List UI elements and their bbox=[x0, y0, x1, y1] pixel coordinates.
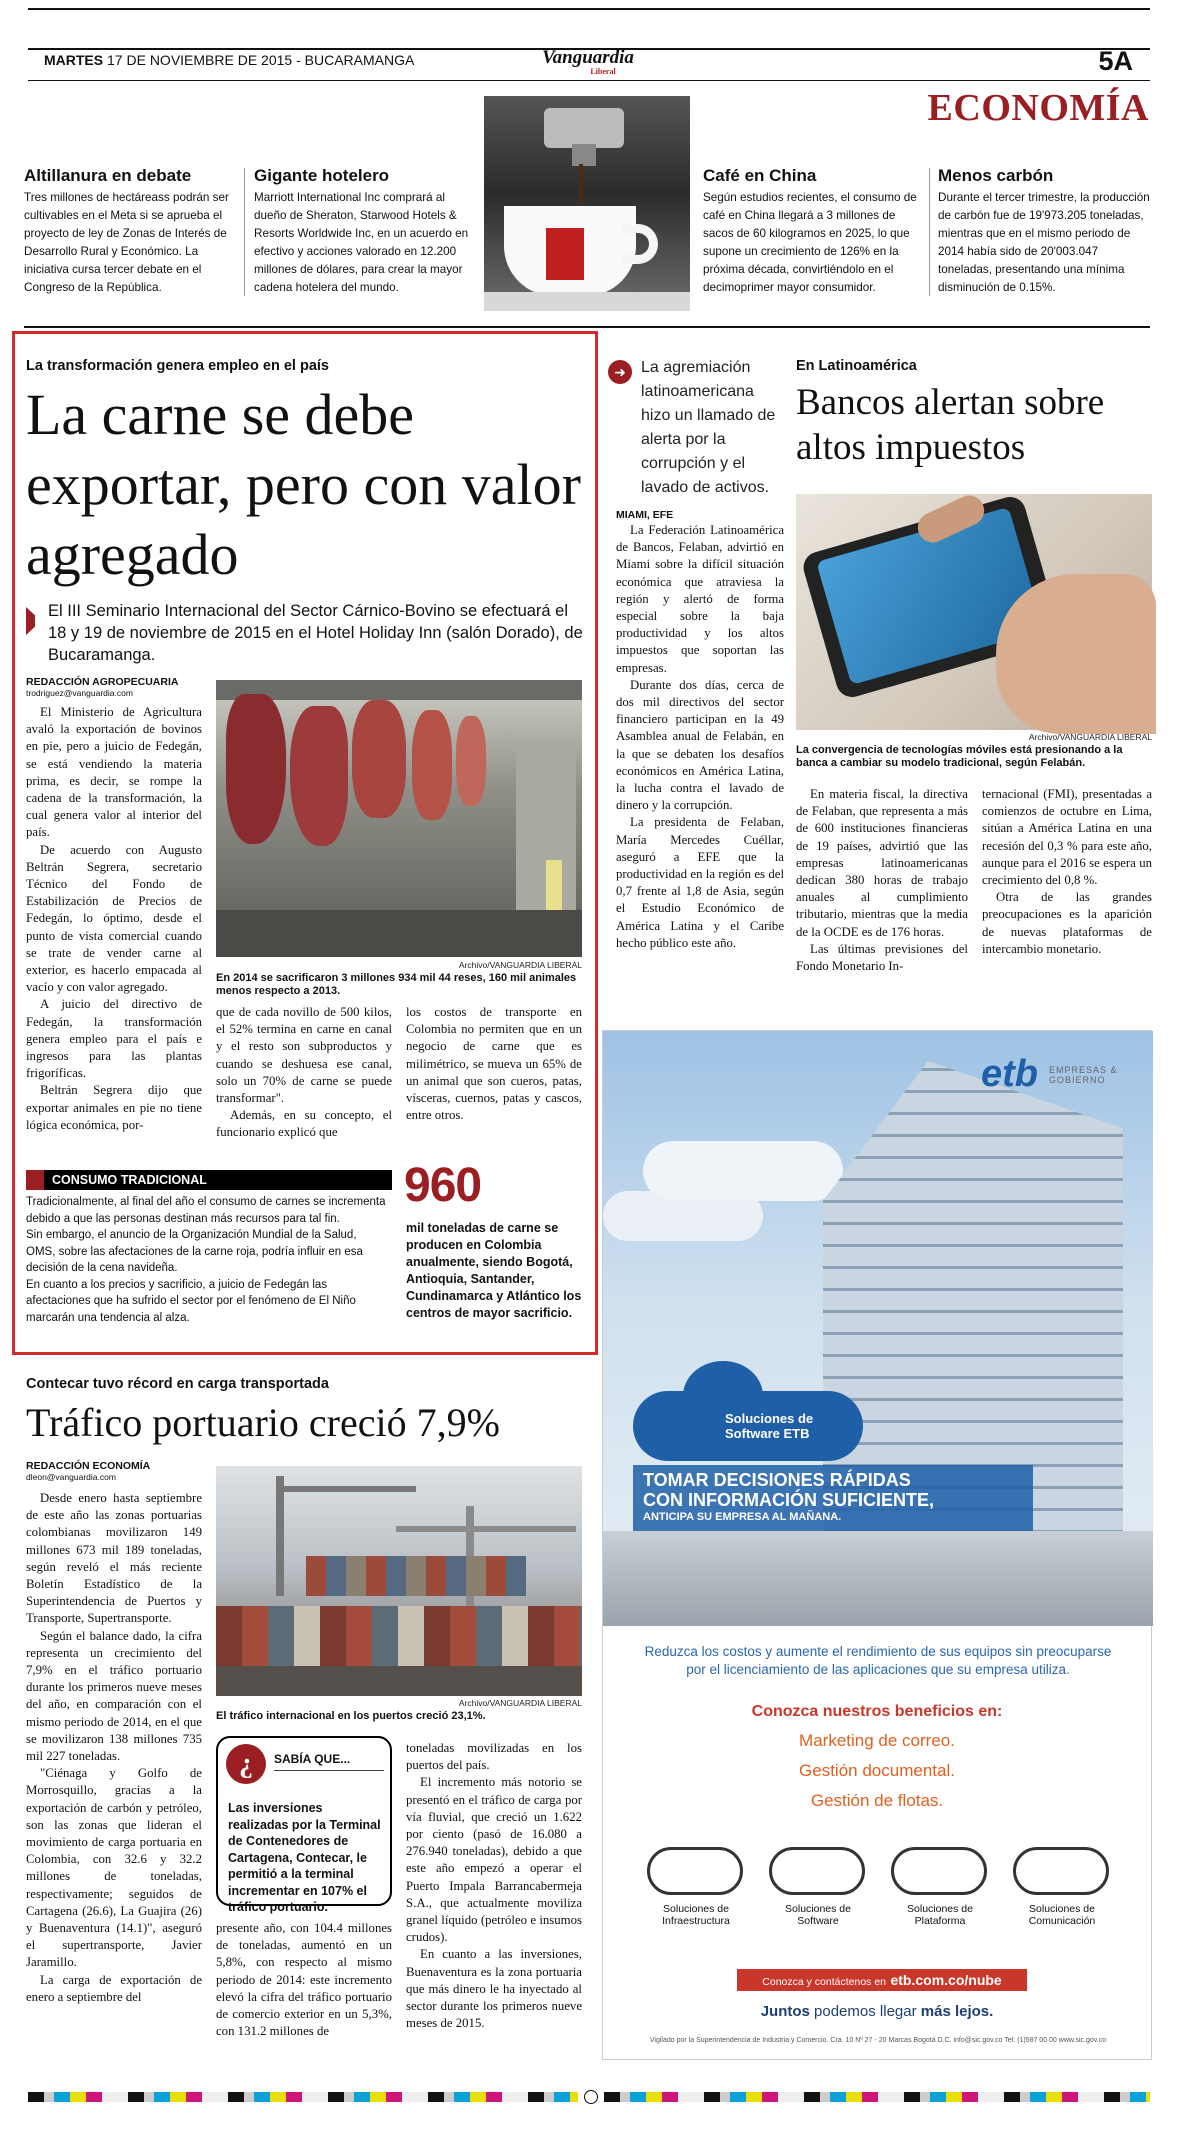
solution-label: Soluciones de Comunicación bbox=[1028, 1903, 1096, 1927]
coffee-photo bbox=[484, 96, 690, 311]
ad-contact-bar[interactable]: Conozca y contáctenos en etb.com.co/nube bbox=[737, 1969, 1027, 1991]
page-number: 5A bbox=[1098, 46, 1133, 76]
meat-photo-credit: Archivo/VANGUARDIA LIBERAL bbox=[458, 960, 582, 970]
port-photo-caption: El tráfico internacional en los puertos creció 23,1%. bbox=[216, 1710, 486, 1722]
ad-benefit: Gestión de flotas. bbox=[810, 1791, 944, 1810]
masthead-date bbox=[44, 52, 414, 68]
meat-photo bbox=[216, 680, 582, 957]
brief-cafe-china bbox=[703, 166, 925, 297]
brief-title: Menos carbón bbox=[938, 166, 1054, 185]
trafico-headline: Tráfico portuario creció 7,9% bbox=[26, 1400, 500, 1445]
brief-menos-carbon bbox=[938, 166, 1152, 297]
trafico-col1: Desde enero hasta septiembre de este año las zonas portuarias colombianas movilizaron 149 millones 673 mil 189 toneladas, según reveló el más reciente Boletín Estadístico de la Superintendencia de Puertos y Transporte, Supertransporte. Según el balance dado, la cifra representa un crecimiento del 7,9% en el tráfico portuario durante los primeros nueve meses del año, en comparación con el mismo periodo de 2014, en el que se movilizaron 138 millones 735 mil 227 toneladas. "Ciénaga y Golfo de Morrosquillo, gracias a la exportación de carbón y petróleo, son las zonas que lideran el movimiento de carga portuaria en Colombia, con 32.6 y 32.2 millones de toneladas, respectivamente; seguidos de Cartagena (26.6), La Guajira (26) y Buenaventura (14.1)", aseguró el supertransporte, Javier Jaramillo. La carga de exportación de enero a septiembre del bbox=[26, 1491, 202, 2004]
infraestructura-icon bbox=[647, 1847, 743, 1895]
brief-altillanura bbox=[24, 166, 242, 297]
brief-title: Café en China bbox=[703, 166, 817, 185]
bancos-headline: Bancos alertan sobre altos impuestos bbox=[796, 382, 1105, 468]
byline: REDACCIÓN ECONOMÍA bbox=[26, 1460, 151, 1472]
logo-main: Vanguardia bbox=[542, 47, 634, 68]
brief-body: Durante el tercer trimestre, la producción de carbón fue de 19'973.205 toneladas, mientras que en el mismo periodo de 2014 había sido de 20'003.047 toneladas, presentando una mínima disminución de 0.15%. bbox=[938, 191, 1150, 294]
carne-col3: los costos de transporte en Colombia no permiten que en un negocio de carne que es milimétrico, se mueva un 65% de un animal que son cueros, patas, vísceras, cuernos, patas y cascos, entre otros. bbox=[406, 1005, 582, 1123]
newspaper-logo bbox=[533, 48, 643, 76]
carne-byline bbox=[26, 676, 178, 698]
brief-title: Gigante hotelero bbox=[254, 166, 390, 185]
ad-tagline: Juntos podemos llegar más lejos. bbox=[760, 2003, 994, 2020]
question-icon: ¿ bbox=[226, 1744, 266, 1784]
software-icon bbox=[769, 1847, 865, 1895]
carne-kicker: La transformación genera empleo en el país bbox=[26, 358, 329, 374]
contact-url[interactable]: etb.com.co/nube bbox=[890, 1972, 1002, 1988]
print-color-bar-right bbox=[604, 2092, 1150, 2102]
bancos-dateline: MIAMI, EFE bbox=[616, 509, 674, 521]
sabia-text: Las inversiones realizadas por la Terminal de Contenedores de Cartagena, Contecar, le permitió a la terminal incrementar en 107% el tráfico portuario. bbox=[228, 1801, 381, 1914]
ad-banner: TOMAR DECISIONES RÁPIDAS CON INFORMACIÓN SUFICIENTE, ANTICIPA SU EMPRESA AL MAÑANA. bbox=[633, 1465, 1033, 1531]
trafico-byline bbox=[26, 1460, 150, 1482]
etb-logo: etb bbox=[981, 1053, 1038, 1095]
port-photo bbox=[216, 1466, 582, 1696]
trafico-col3: toneladas movilizadas en los puertos del país. El incremento más notorio se presentó en el tráfico de carga por vía fluvial, que creció un 1.622 por ciento (pasó de 16.080 a 276.940 toneladas), debido a que este año empezó a operar el Puerto Impala Barrancabermeja S.A., que actualmente moviliza granel líquido (petróleo e insumos crudos). En cuanto a las inversiones, Buenaventura es la zona portuaria que más dinero le ha inyectado al sector durante los primeros nueve meses de 2015. bbox=[406, 1741, 582, 2031]
cloud-label: Soluciones de Software ETB bbox=[725, 1411, 814, 1441]
bancos-pullquote: La agremiación latinoamericana hizo un llamado de alerta por la corrupción y el lavado de activos. bbox=[641, 359, 776, 496]
carne-headline: La carne se debe exportar, pero con valor agregado bbox=[26, 382, 581, 587]
carne-deck: El III Seminario Internacional del Sector Cárnico-Bovino se efectuará el 18 y 19 de noviembre de 2015 en el Hotel Holiday Inn (salón Dorado), de Bucaramanga. bbox=[48, 602, 583, 664]
logo-sub: Liberal bbox=[590, 67, 616, 76]
carne-col1: El Ministerio de Agricultura avaló la exportación de bovinos en pie, pero a juicio de Fedegán, se está vendiendo la materia prima, es decir, se rompe la cadena de la transformación, la cual genera valor al interior del país. De acuerdo con Augusto Beltrán Segrera, secretario Técnico del Fondo de Estabilización de Precios de Fedegán, lo óptimo, desde el punto de vista comercial cuando se trate de vender carne al exterior, es hacerlo empacada al vacío y con valor agregado. A juicio del directivo de Fedegán, la transformación genera empleo para el país e ingresos para las plantas frigoríficas. Beltrán Segrera dijo que exportar animales en pie no tiene lógica económica, por- bbox=[26, 705, 202, 1132]
phone-photo-credit: Archivo/VANGUARDIA LIBERAL bbox=[1028, 732, 1152, 742]
trafico-kicker: Contecar tuvo récord en carga transportada bbox=[26, 1376, 329, 1392]
etb-ad[interactable] bbox=[602, 1030, 1152, 2060]
comunicacion-icon bbox=[1013, 1847, 1109, 1895]
bancos-col1: La Federación Latinoamérica de Bancos, Felaban, advirtió en Miami sobre la difícil situación económica que atraviesa la región y alertó de forma especial sobre la baja productividad y los altos impuestos que soportan las empresas. Durante dos días, cerca de dos mil directivos del sector financiero participan en la 49 Asamblea anual de Felabán, en la que se debaten los desafíos económicos en América Latina, la lucha contra el lavado de dinero y la corrupción. La presidenta de Felaban, María Mercedes Cuéllar, aseguró a EFE que la productividad en la región es del 0,7 frente al 1,8 de Asia, según el Estudio Económico de América Latina y el Caribe hecho público este año. bbox=[616, 523, 784, 950]
carne-col2: que de cada novillo de 500 kilos, el 52% termina en carne en canal y el resto son subproductos y cuando se deshuesa ese canal, solo un 70% de carne se puede transformar". Además, en su concepto, el funcionario explicó que bbox=[216, 1005, 392, 1140]
bancos-kicker: En Latinoamérica bbox=[796, 358, 917, 374]
sidebar-title: CONSUMO TRADICIONAL bbox=[52, 1173, 207, 1187]
brief-body: Tres millones de hectáreass podrán ser cultivables en el Meta si se aprueba el proyecto de ley de Zonas de Interés de Desarrollo Rural y Económico. La iniciativa cursa tercer debate en el Congreso de la República. bbox=[24, 191, 229, 294]
date-day: MARTES bbox=[44, 52, 104, 68]
byline: REDACCIÓN AGROPECUARIA bbox=[26, 676, 179, 688]
print-color-bar-left bbox=[28, 2092, 578, 2102]
ad-intro: Reduzca los costos y aumente el rendimiento de sus equipos sin preocuparse por el licenciamiento de las aplicaciones que su empresa utiliza. bbox=[644, 1644, 1112, 1677]
consumo-sidebar-header bbox=[26, 1170, 392, 1190]
consumo-sidebar-body: Tradicionalmente, al final del año el consumo de carnes se incrementa debido a que las personas destinan más recursos para tal fin. Sin embargo, el anuncio de la Organización Mundial de la Salud, OMS, sobre las afectaciones de la carne roja, podría influir en esa decisión de la cena navideña. En cuanto a los precios y sacrificio, a juicio de Fedegán las afectaciones que ha sufrido el sector por el fenómeno de El Niño marcarán una tendencia al alza. bbox=[26, 1196, 386, 1324]
ad-benefits-title: Conozca nuestros beneficios en: bbox=[751, 1703, 1003, 1720]
section-title: ECONOMÍA bbox=[927, 87, 1149, 129]
phone-photo bbox=[796, 494, 1152, 730]
phone-photo-caption: La convergencia de tecnologías móviles está presionando a la banca a cambiar su modelo tradicional, según Felabán. bbox=[796, 744, 1123, 769]
byline-email[interactable]: trodriguez@vanguardia.com bbox=[26, 688, 133, 698]
trafico-col2: presente año, con 104.4 millones de toneladas, aumentó en un 5,8%, con respecto al mismo periodo de 2014: este incremento elevó la cifra del tráfico portuario de comercio exterior en un 5,3%, con 131.2 millones de bbox=[216, 1921, 392, 2039]
ad-benefit: Marketing de correo. bbox=[799, 1731, 955, 1750]
stat-960-text: mil toneladas de carne se producen en Colombia anualmente, siendo Bogotá, Antioquia, Santander, Cundinamarca y Atlántico los centros de mayor sacrificio. bbox=[406, 1221, 582, 1320]
ad-benefit: Gestión documental. bbox=[799, 1761, 955, 1780]
brief-body: Según estudios recientes, el consumo de café en China llegará a 3 millones de sacos de 60 kilogramos en 2025, lo que supone un crecimiento de 126% en la próxima década, convirtiéndolo en el decimoprimer mayor consumidor. bbox=[703, 191, 917, 294]
brief-title: Altillanura en debate bbox=[24, 166, 192, 185]
etb-logo-tag: EMPRESAS & GOBIERNO bbox=[1049, 1065, 1118, 1085]
brief-gigante-hotelero bbox=[254, 166, 474, 297]
ad-legal: Vigilado por la Superintendencia de Industria y Comercio. Cra. 10 Nº 27 - 20 Marcas Bogotá D.C. info@sic.gov.co Tel: (1)587 00 00 www.sic.gov.co bbox=[649, 2037, 1107, 2044]
solution-label: Soluciones de Software bbox=[785, 1903, 851, 1927]
byline-email[interactable]: dleon@vanguardia.com bbox=[26, 1472, 116, 1482]
bancos-col3: ternacional (FMI), presentadas a comienzos de octubre en Lima, sitúan a América Latina en una recesión del 0,3 % para este año, aunque para el 2016 se espera un crecimiento del 0,8 %. Otra de las grandes preocupaciones es la aparición de nuevas plataformas de intercambio monetario. bbox=[982, 787, 1152, 956]
bancos-col2: En materia fiscal, la directiva de Felaban, que representa a más de 600 instituciones financieras de 19 países, advirtió que las empresas latinoamericanas dedican 380 horas de trabajo anuales al cumplimiento tributario, mientras que la media de la OCDE es de 176 horas. Las últimas previsiones del Fondo Monetario In- bbox=[796, 787, 968, 974]
stat-960-number: 960 bbox=[404, 1159, 482, 1212]
solution-label: Soluciones de Infraestructura bbox=[662, 1903, 730, 1927]
pullquote-arrow-icon: ➜ bbox=[608, 360, 632, 384]
meat-photo-caption: En 2014 se sacrificaron 3 millones 934 mil 44 reses, 160 mil animales menos respecto a 2013. bbox=[216, 972, 577, 997]
brief-body: Marriott International Inc comprará al dueño de Sheraton, Starwood Hotels & Resorts Worldwide Inc, en un acuerdo en efectivo y acciones valorado en 12.200 millones de dólares, para crear la mayor cadena hotelera del mundo. bbox=[254, 191, 469, 294]
date-text: 17 DE NOVIEMBRE DE 2015 - BUCARAMANGA bbox=[107, 52, 415, 68]
sabia-que-box bbox=[216, 1736, 392, 1914]
plataforma-icon bbox=[891, 1847, 987, 1895]
solution-label: Soluciones de Plataforma bbox=[907, 1903, 973, 1927]
registration-mark-icon bbox=[584, 2090, 598, 2104]
port-photo-credit: Archivo/VANGUARDIA LIBERAL bbox=[458, 1698, 582, 1708]
sabia-title: SABÍA QUE... bbox=[274, 1752, 351, 1766]
